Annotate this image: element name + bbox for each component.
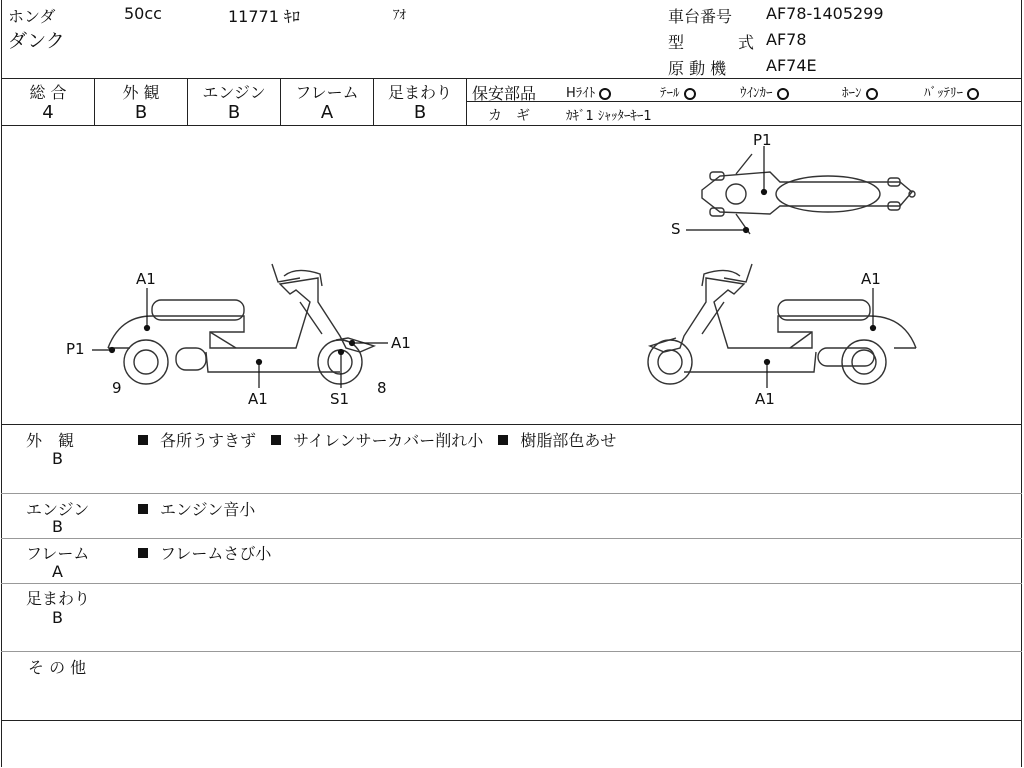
safety-item-horn: ﾎｰﾝ — [842, 82, 878, 101]
grade-overall-value: 4 — [42, 102, 54, 123]
displacement: 50cc — [124, 4, 162, 23]
rule — [466, 101, 1022, 102]
note-suspension-category: 足まわり — [26, 589, 91, 608]
diagram-label-left-front: S1 — [330, 390, 350, 408]
chassis-label: 車台番号 — [668, 7, 733, 26]
chassis-number: AF78-1405299 — [766, 4, 884, 23]
mileage: 11771 ｷﾛ — [228, 7, 300, 26]
grade-frame-value: A — [320, 102, 334, 123]
winker-ok-icon — [777, 88, 789, 100]
diagram-label-left-rear: P1 — [66, 340, 85, 358]
safety-item-winker: ｳｲﾝｶｰ — [740, 82, 789, 101]
rule — [1, 424, 1022, 425]
rule — [1, 583, 1022, 584]
diagram-label-right-seat: A1 — [861, 270, 881, 288]
bullet-icon — [271, 435, 281, 445]
rule — [1, 493, 1022, 494]
diagram-label-top-seat: P1 — [753, 131, 772, 149]
model-name: ダンク — [8, 30, 65, 52]
rule — [1, 720, 1022, 721]
bullet-icon — [138, 548, 148, 558]
headlight-ok-icon — [599, 88, 611, 100]
note-engine-category: エンジン — [26, 500, 90, 519]
diagram-label-left-rear-tire: 9 — [112, 379, 122, 397]
type-label-2: 式 — [738, 33, 755, 52]
diagram-label-right-floor: A1 — [755, 390, 775, 408]
bullet-icon — [498, 435, 508, 445]
rule — [1, 538, 1022, 539]
engine-label: 原 動 機 — [668, 59, 727, 78]
key-value: ｶｷﾞ1 ｼｬｯﾀｰｷｰ1 — [566, 109, 652, 124]
grade-engine-value: B — [227, 102, 241, 123]
bullet-icon — [138, 435, 148, 445]
grade-exterior-label: 外 観 — [122, 83, 160, 102]
note-frame-grade: A — [52, 562, 63, 581]
maker: ホンダ — [8, 7, 56, 26]
note-exterior-category: 外 観 — [26, 431, 75, 450]
grade-engine-label: エンジン — [202, 83, 266, 102]
diagram-label-left-seat: A1 — [136, 270, 156, 288]
note-engine-grade: B — [52, 517, 63, 536]
tail-ok-icon — [684, 88, 696, 100]
grade-suspension-value: B — [413, 102, 427, 123]
note-frame-category: フレーム — [26, 544, 90, 563]
note-frame-items: フレームさび小 — [138, 541, 271, 564]
safety-item-tail: ﾃｰﾙ — [660, 82, 696, 101]
key-label: カ ギ — [488, 108, 530, 124]
note-engine-items: エンジン音小 — [138, 497, 255, 520]
diagram-label-left-fender: A1 — [391, 334, 411, 352]
note-exterior-items: 各所うすきず サイレンサーカバー削れ小 樹脂部色あせ — [138, 428, 616, 451]
grade-exterior-value: B — [134, 102, 148, 123]
rule — [1, 651, 1022, 652]
grade-frame-label: フレーム — [295, 83, 359, 102]
type-value: AF78 — [766, 30, 807, 49]
engine-value: AF74E — [766, 56, 817, 75]
diagram-label-top-grip: S — [671, 220, 681, 238]
type-label-1: 型 — [668, 33, 685, 52]
battery-ok-icon — [967, 88, 979, 100]
note-exterior-grade: B — [52, 449, 63, 468]
scooter-top-view — [702, 154, 915, 234]
safety-item-battery: ﾊﾞｯﾃﾘｰ — [924, 82, 979, 101]
rule — [1, 78, 1022, 79]
diagram-label-left-front-tire: 8 — [377, 379, 387, 397]
grade-suspension-label: 足まわり — [387, 83, 452, 102]
horn-ok-icon — [866, 88, 878, 100]
note-other-category: そ の 他 — [28, 658, 87, 677]
safety-item-headlight: Hﾗｲﾄ — [566, 82, 611, 101]
bullet-icon — [138, 504, 148, 514]
safety-label: 保安部品 — [472, 84, 537, 103]
grade-overall-label: 総 合 — [29, 83, 67, 102]
color: ｱｵ — [393, 8, 406, 23]
diagram-label-left-floor: A1 — [248, 390, 268, 408]
note-suspension-grade: B — [52, 608, 63, 627]
